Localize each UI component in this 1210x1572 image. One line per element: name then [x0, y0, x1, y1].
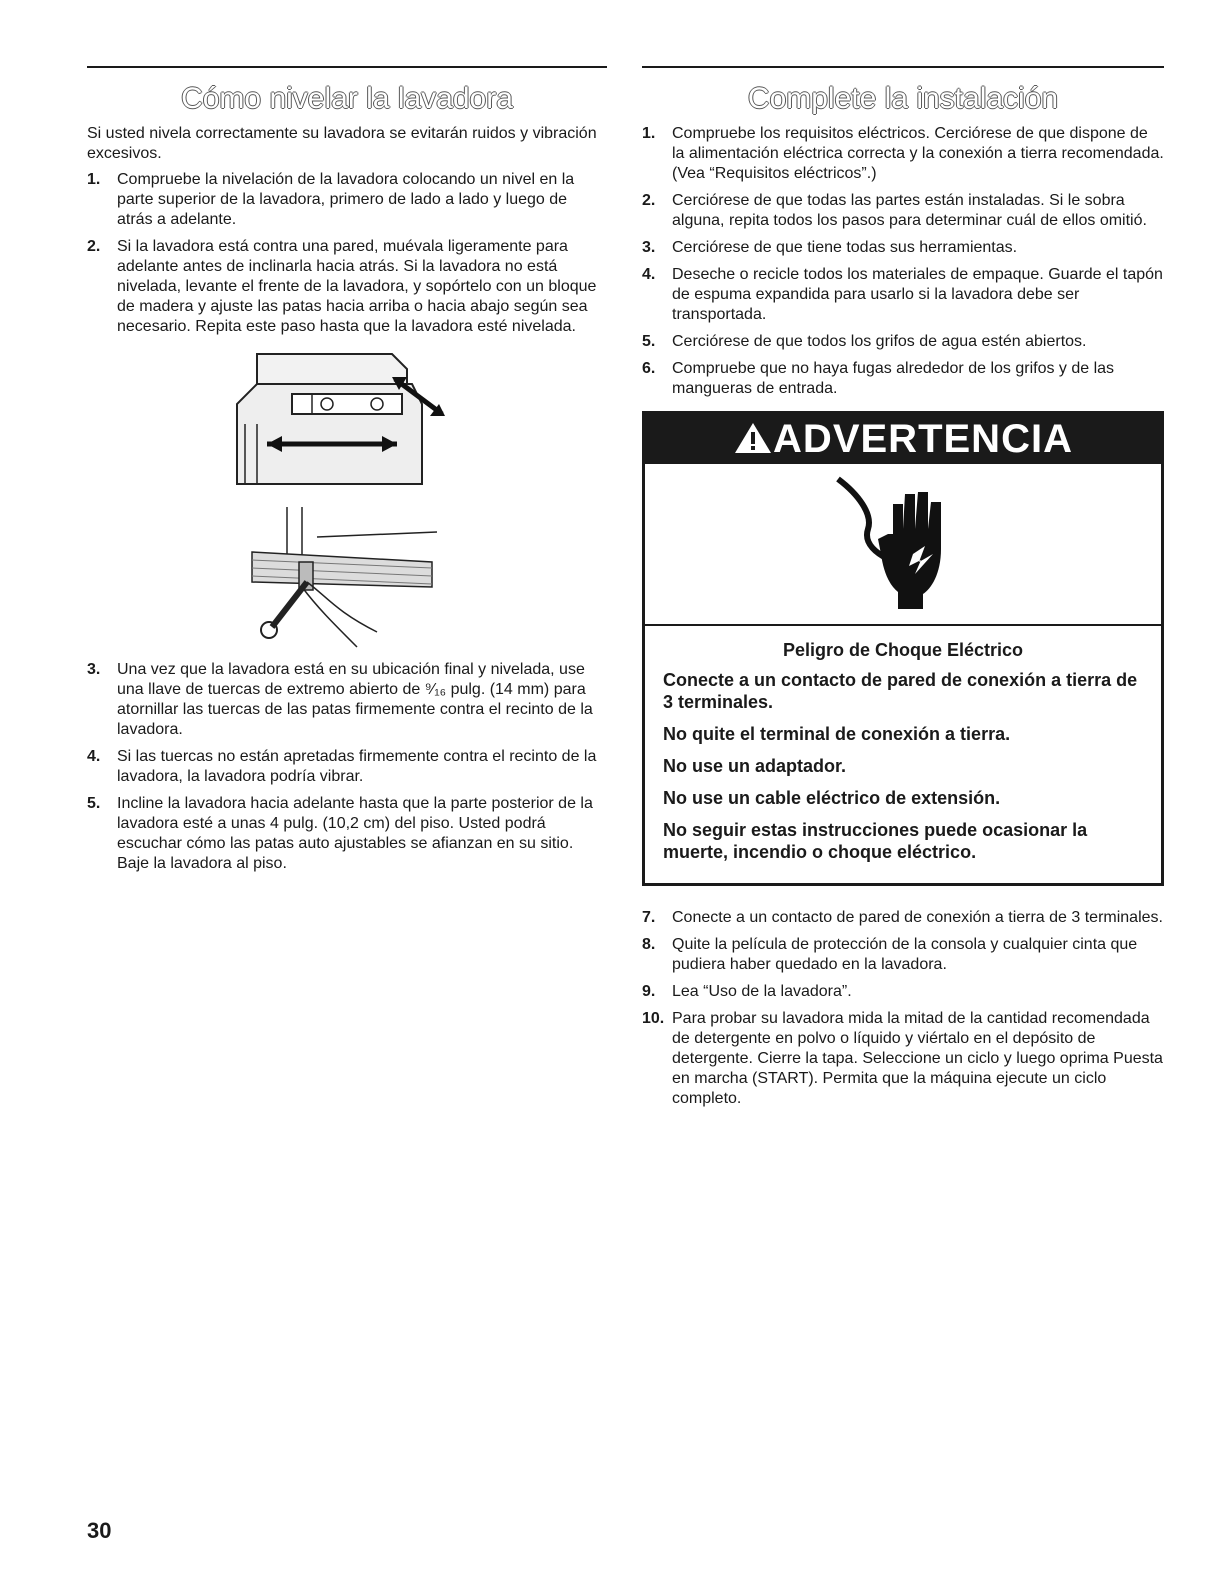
page-number: 30: [87, 1518, 112, 1543]
leveling-steps-part-1: [87, 170, 607, 337]
warning-icon-area: [645, 464, 1161, 626]
step-text: Si las tuercas no están apretadas firmemente contra el recinto de la lavadora, la lavadora podría vibrar.: [117, 748, 597, 785]
step-number: 5.: [642, 333, 656, 350]
step-number: 6.: [642, 360, 656, 377]
list-item: [642, 908, 1164, 928]
step-number: 10.: [642, 1010, 665, 1027]
step-text: Lea “Uso de la lavadora”.: [672, 983, 852, 1000]
list-item: [87, 794, 607, 874]
warning-title: Peligro de Choque Eléctrico: [782, 640, 1024, 660]
step-number: 8.: [642, 936, 656, 953]
left-column: [87, 66, 607, 881]
intro-paragraph: Si usted nivela correctamente su lavadora se evitarán ruidos y vibración excesivos.: [87, 125, 597, 162]
step-text: Cerciórese de que todas las partes están instaladas. Si le sobra alguna, repita todos los pasos para determinar cuál de ellos omitió.: [672, 192, 1147, 229]
list-item: [642, 359, 1164, 399]
right-column: [642, 66, 1164, 1116]
step-number: 3.: [87, 661, 101, 678]
wrench-leg-illustration: [247, 502, 447, 652]
step-text: Cerciórese de que tiene todas sus herramientas.: [672, 239, 1018, 256]
step-text: Compruebe la nivelación de la lavadora colocando un nivel en la parte superior de la lavadora, primero de lado a lado y luego de atrás a adelante.: [117, 171, 575, 228]
section-rule: [642, 66, 1164, 68]
installation-steps-part-1: [642, 124, 1164, 399]
list-item: [642, 935, 1164, 975]
warning-line: No use un adaptador.: [663, 756, 847, 776]
washer-leveling-illustration: [227, 344, 467, 494]
step-number: 1.: [642, 125, 656, 142]
step-number: 7.: [642, 909, 656, 926]
section-rule: [87, 66, 607, 68]
warning-line: No quite el terminal de conexión a tierra.: [663, 724, 1011, 744]
warning-triangle-icon: [733, 421, 773, 455]
step-number: 2.: [87, 238, 101, 255]
leveling-steps-part-2: [87, 660, 607, 874]
warning-line: No seguir estas instrucciones puede ocasionar la muerte, incendio o choque eléctrico.: [663, 820, 1088, 862]
list-item: [87, 660, 607, 740]
step-text: Incline la lavadora hacia adelante hasta que la parte posterior de la lavadora esté a unas 4 pulg. (10,2 cm) del piso. Usted podrá escuchar cómo las patas auto ajustables se afianzan en su sitio. Baje la lavadora al piso.: [117, 795, 593, 872]
warning-line: Conecte a un contacto de pared de conexión a tierra de 3 terminales.: [663, 670, 1138, 712]
warning-line: No use un cable eléctrico de extensión.: [663, 788, 1001, 808]
step-number: 5.: [87, 795, 101, 812]
step-number: 4.: [87, 748, 101, 765]
step-text: Compruebe que no haya fugas alrededor de los grifos y de las mangueras de entrada.: [672, 360, 1115, 397]
step-text: Deseche o recicle todos los materiales de empaque. Guarde el tapón de espuma expandida para usarlo si la lavadora debe ser transportada.: [672, 266, 1163, 323]
list-item: [642, 238, 1164, 258]
warning-box: [642, 411, 1164, 886]
step-text: Compruebe los requisitos eléctricos. Cerciórese de que dispone de la alimentación eléctrica correcta y la conexión a tierra recomendada. (Vea “Requisitos eléctricos”.): [672, 125, 1164, 182]
electric-shock-hand-icon: [833, 474, 973, 614]
installation-steps-part-2: [642, 908, 1164, 1109]
warning-header-text: ADVERTENCIA: [773, 417, 1073, 461]
list-item: [87, 237, 607, 337]
step-number: 4.: [642, 266, 656, 283]
step-text: Quite la película de protección de la consola y cualquier cinta que pudiera haber quedado en la lavadora.: [672, 936, 1138, 973]
step-number: 9.: [642, 983, 656, 1000]
list-item: [642, 191, 1164, 231]
warning-text: [645, 626, 1161, 883]
step-text: Si la lavadora está contra una pared, muévala ligeramente para adelante antes de inclinarla hacia atrás. Si la lavadora no está nivelada, levante el frente de la lavadora, y sopórtelo con un bloque de madera y ajuste las patas hacia arriba o hacia abajo según sea necesario. Repita este paso hasta que la lavadora esté nivelada.: [117, 238, 597, 335]
step-number: 2.: [642, 192, 656, 209]
list-item: [642, 332, 1164, 352]
list-item: [642, 982, 1164, 1002]
list-item: [642, 265, 1164, 325]
step-text: Para probar su lavadora mida la mitad de la cantidad recomendada de detergente en polvo o líquido y viértalo en el depósito de detergente. Cierre la tapa. Seleccione un ciclo y luego oprima Puesta en marcha (START). Permita que la máquina ejecute un ciclo completo.: [672, 1010, 1163, 1107]
step-text: Conecte a un contacto de pared de conexión a tierra de 3 terminales.: [672, 909, 1163, 926]
list-item: [642, 1009, 1164, 1109]
step-text: Cerciórese de que todos los grifos de agua estén abiertos.: [672, 333, 1087, 350]
list-item: [642, 124, 1164, 184]
step-number: 3.: [642, 239, 656, 256]
list-item: [87, 747, 607, 787]
section-heading-leveling: Cómo nivelar la lavadora: [181, 82, 513, 115]
step-number: 1.: [87, 171, 101, 188]
step-text: Una vez que la lavadora está en su ubicación final y nivelada, use una llave de tuercas de extremo abierto de ⁹⁄₁₆ pulg. (14 mm) para atornillar las tuercas de las patas firmemente contra el recinto de la lavadora.: [117, 661, 593, 738]
warning-header: [645, 414, 1161, 464]
section-heading-installation: Complete la instalación: [747, 82, 1059, 115]
list-item: [87, 170, 607, 230]
